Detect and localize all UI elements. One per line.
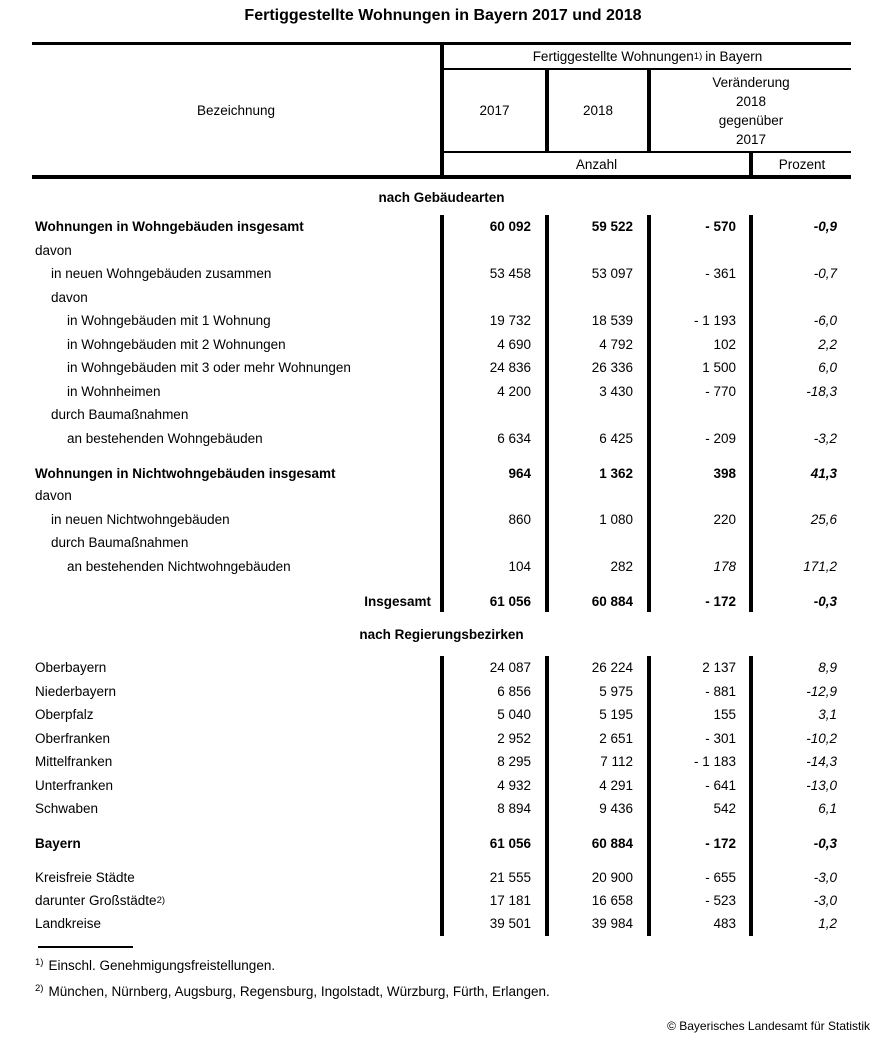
cell-change: 1 500 [651, 356, 753, 380]
cell-change: - 1 183 [651, 750, 753, 774]
header-2017: 2017 [444, 70, 549, 151]
cell-change [651, 484, 753, 508]
cell-change: - 655 [651, 855, 753, 889]
cell-2018: 5 975 [549, 680, 651, 704]
cell-2018: 18 539 [549, 309, 651, 333]
cell-percent: -6,0 [813, 313, 837, 329]
row-label: Schwaben [32, 797, 444, 821]
cell-change [651, 239, 753, 263]
cell-2018: 3 430 [549, 380, 651, 404]
row-label: an bestehenden Wohngebäuden [32, 427, 444, 451]
cell-2018: 1 362 [549, 450, 651, 484]
cell-2017: 61 056 [444, 578, 549, 612]
row-label: Insgesamt [32, 578, 444, 612]
cell-change: - 172 [651, 578, 753, 612]
cell-percent: 6,0 [818, 360, 837, 376]
cell-2018: 2 651 [549, 727, 651, 751]
footnote-ref-icon: 2) [156, 894, 166, 906]
footnotes [35, 951, 886, 1004]
table-row [32, 750, 851, 774]
row-label: Oberpfalz [32, 703, 444, 727]
footnote-ref-icon: 1) [693, 51, 703, 62]
cell-change: 155 [651, 703, 753, 727]
row-label: Oberbayern [32, 656, 444, 680]
table-row [32, 508, 851, 532]
cell-2017: 21 555 [444, 855, 549, 889]
table-row [32, 262, 851, 286]
footnote-marker: 2) [35, 983, 44, 994]
cell-change: - 881 [651, 680, 753, 704]
cell-change: 542 [651, 797, 753, 821]
cell-change: 2 137 [651, 656, 753, 680]
table-row [32, 356, 851, 380]
table-row [32, 774, 851, 798]
cell-2018: 16 658 [549, 889, 651, 913]
cell-2018 [549, 403, 651, 427]
statistics-table [32, 42, 851, 936]
cell-percent [753, 239, 851, 263]
header-change-line: gegenüber [718, 112, 784, 128]
cell-percent [753, 403, 851, 427]
cell-percent: 6,1 [818, 801, 837, 817]
cell-2018 [549, 531, 651, 555]
cell-percent: 41,3 [810, 465, 837, 481]
header-2018: 2018 [549, 70, 651, 151]
cell-percent [753, 286, 851, 310]
header-change-line: 2017 [735, 131, 767, 147]
cell-change [651, 531, 753, 555]
table-row [32, 578, 851, 612]
cell-2018: 39 984 [549, 912, 651, 936]
cell-2018: 4 792 [549, 333, 651, 357]
cell-2017 [444, 484, 549, 508]
header-group-title [444, 45, 851, 70]
cell-percent: -10,2 [806, 730, 837, 746]
section-heading: nach Regierungsbezirken [359, 626, 524, 642]
cell-2018 [549, 239, 651, 263]
header-change-line: Veränderung [712, 74, 790, 90]
cell-2018 [549, 484, 651, 508]
cell-change: 483 [651, 912, 753, 936]
row-label: in Wohngebäuden mit 2 Wohnungen [32, 333, 444, 357]
table-row [32, 450, 851, 484]
table-row [32, 309, 851, 333]
cell-2017: 4 932 [444, 774, 549, 798]
cell-2017: 6 856 [444, 680, 549, 704]
row-label: Wohnungen in Nichtwohngebäuden insgesamt [32, 450, 444, 484]
table-row [32, 215, 851, 239]
row-label: Unterfranken [32, 774, 444, 798]
table-row [32, 680, 851, 704]
cell-percent [753, 531, 851, 555]
table-row [32, 656, 851, 680]
cell-2018: 1 080 [549, 508, 651, 532]
cell-2017: 19 732 [444, 309, 549, 333]
table-row [32, 286, 851, 310]
cell-percent: 171,2 [803, 558, 837, 574]
row-label: in Wohngebäuden mit 1 Wohnung [32, 309, 444, 333]
cell-2018: 59 522 [549, 215, 651, 239]
footnote-1 [35, 951, 886, 978]
row-label: in neuen Nichtwohngebäuden [32, 508, 444, 532]
cell-percent: -3,0 [813, 870, 837, 885]
cell-2017: 104 [444, 555, 549, 579]
cell-2017: 964 [444, 450, 549, 484]
table-row [32, 855, 851, 889]
cell-change: - 770 [651, 380, 753, 404]
row-label: in Wohnheimen [32, 380, 444, 404]
table-row [32, 333, 851, 357]
cell-2017: 2 952 [444, 727, 549, 751]
cell-2017: 24 087 [444, 656, 549, 680]
table-row [32, 239, 851, 263]
row-label: in neuen Wohngebäuden zusammen [32, 262, 444, 286]
copyright: © Bayerisches Landesamt für Statistik [667, 1019, 870, 1033]
cell-percent: 3,1 [818, 707, 837, 723]
row-label: durch Baumaßnahmen [32, 403, 444, 427]
cell-change: - 209 [651, 427, 753, 451]
header-group-title-suffix: in Bayern [705, 49, 763, 64]
table-row [32, 380, 851, 404]
row-label: darunter Großstädte 2) [32, 889, 444, 913]
footnote-rule [38, 946, 133, 948]
cell-2017: 53 458 [444, 262, 549, 286]
table-row [32, 555, 851, 579]
cell-percent: -14,3 [806, 754, 837, 770]
header-unit-row [444, 153, 851, 175]
cell-change [651, 286, 753, 310]
cell-change: - 361 [651, 262, 753, 286]
cell-2018: 282 [549, 555, 651, 579]
cell-2017 [444, 286, 549, 310]
table-row [32, 427, 851, 451]
row-label: davon [32, 484, 444, 508]
cell-2017 [444, 239, 549, 263]
table-header [32, 42, 851, 179]
cell-2017 [444, 531, 549, 555]
cell-percent: -0,7 [813, 266, 837, 282]
row-label: in Wohngebäuden mit 3 oder mehr Wohnungen [32, 356, 444, 380]
row-label: Kreisfreie Städte [32, 855, 444, 889]
cell-2018: 9 436 [549, 797, 651, 821]
cell-2017: 8 295 [444, 750, 549, 774]
cell-percent: -0,9 [813, 219, 837, 235]
cell-2018: 4 291 [549, 774, 651, 798]
header-right-part [444, 45, 851, 175]
cell-change: 220 [651, 508, 753, 532]
page-title: Fertiggestellte Wohnungen in Bayern 2017 und 2018 [244, 7, 642, 24]
cell-2017: 39 501 [444, 912, 549, 936]
footnote-text: München, Nürnberg, Augsburg, Regensburg, Ingolstadt, Würzburg, Fürth, Erlangen. [48, 984, 550, 999]
cell-2017: 5 040 [444, 703, 549, 727]
header-anzahl: Anzahl [444, 153, 753, 175]
cell-percent: 25,6 [810, 511, 837, 527]
table-row [32, 821, 851, 855]
cell-2018: 26 336 [549, 356, 651, 380]
cell-2017: 860 [444, 508, 549, 532]
row-label: Oberfranken [32, 727, 444, 751]
header-prozent: Prozent [778, 156, 826, 172]
table-row [32, 531, 851, 555]
cell-2017: 4 690 [444, 333, 549, 357]
cell-change [651, 403, 753, 427]
cell-change: - 523 [651, 889, 753, 913]
row-label: durch Baumaßnahmen [32, 531, 444, 555]
table-row [32, 484, 851, 508]
cell-2017: 24 836 [444, 356, 549, 380]
row-label: Wohnungen in Wohngebäuden insgesamt [32, 215, 444, 239]
cell-percent: -13,0 [806, 777, 837, 793]
cell-2018: 5 195 [549, 703, 651, 727]
table-row [32, 797, 851, 821]
cell-2018 [549, 286, 651, 310]
table-row [32, 889, 851, 913]
header-year-row [444, 70, 851, 153]
footnote-2 [35, 977, 886, 1004]
row-label: an bestehenden Nichtwohngebäuden [32, 555, 444, 579]
cell-change: 178 [651, 555, 753, 579]
row-label: Niederbayern [32, 680, 444, 704]
cell-2018: 53 097 [549, 262, 651, 286]
row-label: davon [32, 286, 444, 310]
header-group-title-text: Fertiggestellte Wohnungen [532, 49, 694, 64]
cell-2017: 17 181 [444, 889, 549, 913]
cell-change: 398 [651, 450, 753, 484]
cell-percent: 1,2 [818, 916, 837, 932]
cell-percent: -12,9 [806, 683, 837, 699]
header-change-line: 2018 [735, 93, 767, 109]
cell-percent: -0,3 [813, 836, 837, 851]
cell-2017: 6 634 [444, 427, 549, 451]
footnote-marker: 1) [35, 956, 44, 968]
cell-2018: 6 425 [549, 427, 651, 451]
cell-2018: 60 884 [549, 578, 651, 612]
table-body [32, 179, 851, 936]
cell-percent: -0,3 [813, 593, 837, 609]
cell-change: 102 [651, 333, 753, 357]
cell-2017: 8 894 [444, 797, 549, 821]
cell-change: - 641 [651, 774, 753, 798]
cell-change: - 570 [651, 215, 753, 239]
cell-percent: -3,0 [813, 892, 837, 908]
cell-change: - 1 193 [651, 309, 753, 333]
table-row [32, 727, 851, 751]
row-label: Bayern [32, 821, 444, 855]
cell-percent: -3,2 [813, 430, 837, 446]
cell-change: - 172 [651, 821, 753, 855]
cell-2018: 7 112 [549, 750, 651, 774]
cell-2017: 60 092 [444, 215, 549, 239]
cell-percent: 2,2 [818, 336, 837, 352]
table-row [32, 403, 851, 427]
header-bezeichnung: Bezeichnung [32, 45, 444, 175]
table-row [32, 912, 851, 936]
cell-2018: 20 900 [549, 855, 651, 889]
cell-change: - 301 [651, 727, 753, 751]
footnote-text: Einschl. Genehmigungsfreistellungen. [48, 957, 276, 973]
row-label: davon [32, 239, 444, 263]
section-heading: nach Gebäudearten [378, 189, 505, 205]
cell-2017: 4 200 [444, 380, 549, 404]
cell-2017 [444, 403, 549, 427]
cell-percent [753, 484, 851, 508]
header-change [651, 70, 851, 151]
cell-2018: 60 884 [549, 821, 651, 855]
cell-percent: 8,9 [818, 660, 837, 676]
row-label: Mittelfranken [32, 750, 444, 774]
cell-2017: 61 056 [444, 821, 549, 855]
row-label: Landkreise [32, 912, 444, 936]
table-row [32, 703, 851, 727]
cell-2018: 26 224 [549, 656, 651, 680]
cell-percent: -18,3 [806, 383, 837, 399]
